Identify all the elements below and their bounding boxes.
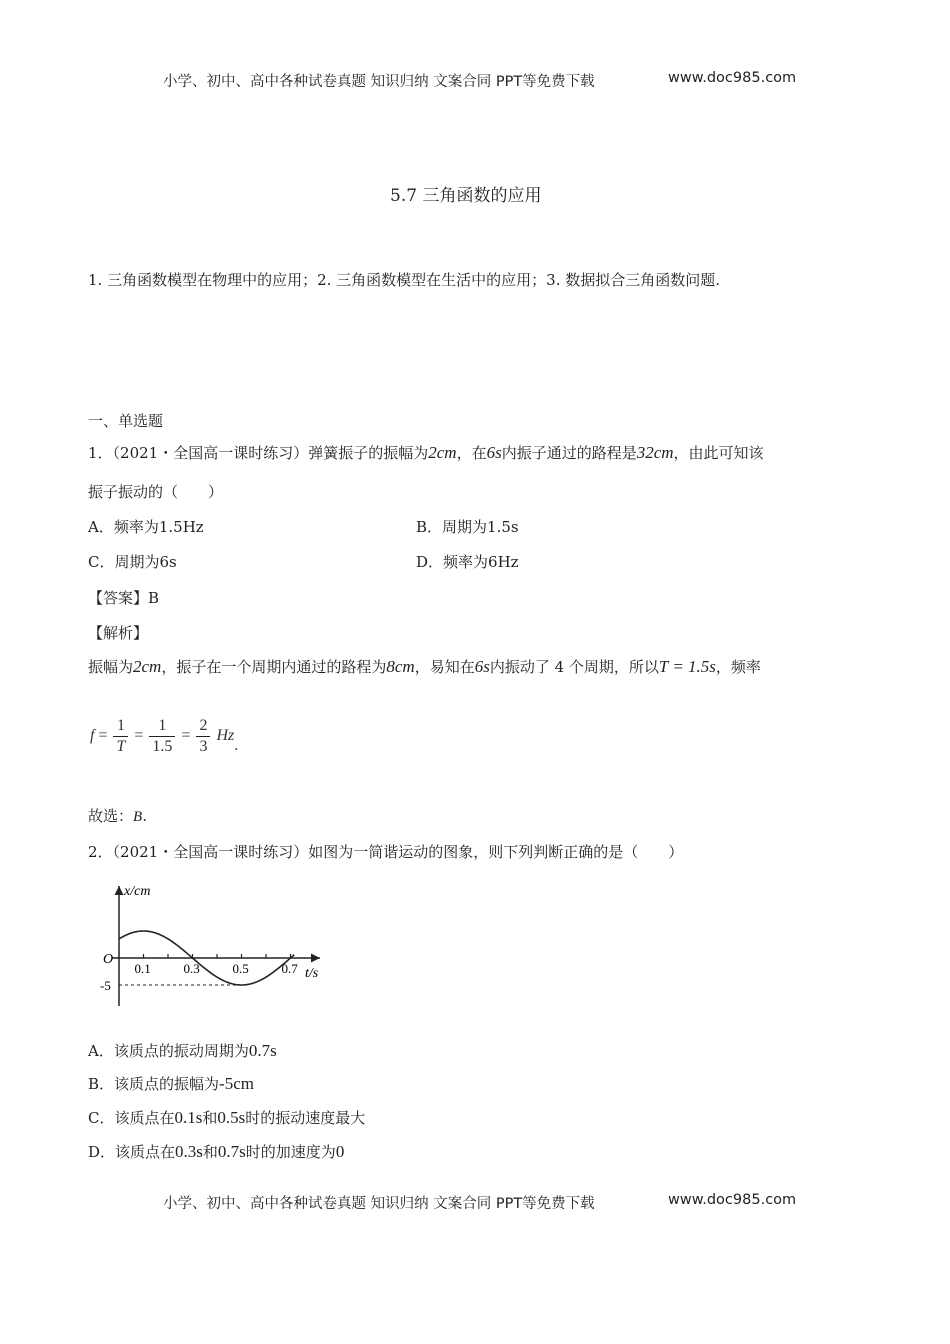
expl-amp: 2cm: [133, 657, 162, 676]
q2-d-v3: 0: [335, 1142, 345, 1161]
y-axis-label: x/cm: [124, 884, 151, 899]
x-tick-label-0.5: 0.5: [232, 961, 249, 976]
choose-answer: B: [133, 809, 143, 825]
formula-f: f: [90, 727, 95, 745]
section-title: 一、单选题: [88, 412, 164, 430]
y-tick-label--5: -5: [100, 978, 111, 993]
q2-stem: 2．（2021・全国高一课时练习）如图为一简谐运动的图象，则下列判断正确的是（ ）: [88, 843, 684, 861]
footer-url[interactable]: www.doc985.com: [668, 1192, 797, 1208]
expl-a: 振幅为: [88, 658, 134, 676]
expl-path: 8cm: [386, 657, 415, 676]
footer-text: 小学、初中、高中各种试卷真题 知识归纳 文案合同 PPT等免费下载: [163, 1196, 595, 1212]
header-url[interactable]: www.doc985.com: [668, 70, 797, 86]
q2-option-b[interactable]: B．该质点的振幅为-5cm: [88, 1074, 254, 1093]
x-tick-label-0.3: 0.3: [183, 961, 200, 976]
q1-choose: [88, 805, 147, 826]
expl-period: T = 1.5s: [658, 657, 716, 676]
header-text: 小学、初中、高中各种试卷真题 知识归纳 文案合同 PPT等免费下载: [163, 74, 595, 90]
q1-option-c[interactable]: C．周期为6s: [88, 553, 177, 571]
q1-stem-d: ，由此可知该: [673, 444, 764, 462]
q1-stem-c: 内振子通过的路程是: [501, 444, 637, 462]
q1-option-a[interactable]: A．频率为1.5Hz: [88, 518, 204, 536]
x-tick-label-0.1: 0.1: [134, 961, 151, 976]
expl-e: ，频率: [715, 658, 761, 676]
expl-d: 内振动了 4 个周期，所以: [489, 658, 659, 676]
page-title: 5.7 三角函数的应用: [390, 186, 542, 206]
q2-d-v1: 0.3s: [175, 1142, 203, 1161]
q1-option-b[interactable]: B．周期为1.5s: [416, 518, 519, 536]
q1-stem-a: 1．（2021・全国高一课时练习）弹簧振子的振幅为: [88, 444, 429, 462]
q2-c-v2: 0.5s: [217, 1108, 246, 1127]
shm-chart: [100, 880, 340, 1010]
expl-c: ，易知在: [414, 658, 475, 676]
choose-end: .: [142, 807, 147, 825]
formula-eq1: =: [98, 727, 108, 745]
q1-stem-b: ，在: [456, 444, 487, 462]
formula-unit: Hz: [216, 727, 235, 745]
q1-explanation: [88, 656, 761, 677]
q1-amp: 2cm: [428, 443, 457, 462]
q1-stem-line2: 振子振动的（ ）: [88, 483, 224, 501]
q2-option-a[interactable]: A．该质点的振动周期为0.7s: [88, 1041, 277, 1060]
q2-option-c[interactable]: C．该质点在0.1s和0.5s时的振动速度最大: [88, 1108, 366, 1127]
q2-b-value: -5cm: [219, 1074, 254, 1093]
x-axis-label: t/s: [305, 966, 319, 981]
q2-a-value: 0.7s: [248, 1041, 277, 1060]
q1-analysis-label: 【解析】: [88, 624, 149, 642]
q1-answer: 【答案】B: [88, 589, 160, 607]
formula-eq2: =: [134, 727, 144, 745]
x-tick-label-0.7: 0.7: [281, 961, 298, 976]
frequency-formula: [90, 716, 238, 757]
q1-option-d[interactable]: D．频率为6Hz: [416, 553, 519, 571]
choose-label: 故选：: [88, 807, 134, 825]
q1-path: 32cm: [636, 443, 674, 462]
expl-time: 6s: [474, 657, 490, 676]
fraction-2-over-3: $\frac{2}{3}$: [196, 716, 210, 757]
q1-time: 6s: [486, 443, 502, 462]
objectives: 1. 三角函数模型在物理中的应用；2. 三角函数模型在生活中的应用；3. 数据拟合三角函数问题.: [88, 271, 721, 289]
q1-stem: [88, 442, 764, 463]
fraction-1-over-1.5: $\frac{1}{1.5}$: [149, 716, 175, 757]
formula-eq3: =: [181, 727, 191, 745]
q2-option-d[interactable]: D．该质点在0.3s和0.7s时的加速度为0: [88, 1142, 345, 1161]
formula-dot: .: [234, 737, 239, 755]
q2-c-v1: 0.1s: [174, 1108, 203, 1127]
expl-b: ，振子在一个周期内通过的路程为: [161, 658, 387, 676]
fraction-1-over-T: $\frac{1}{T}$: [113, 716, 128, 757]
origin-label: O: [103, 952, 114, 967]
q2-d-v2: 0.7s: [217, 1142, 246, 1161]
